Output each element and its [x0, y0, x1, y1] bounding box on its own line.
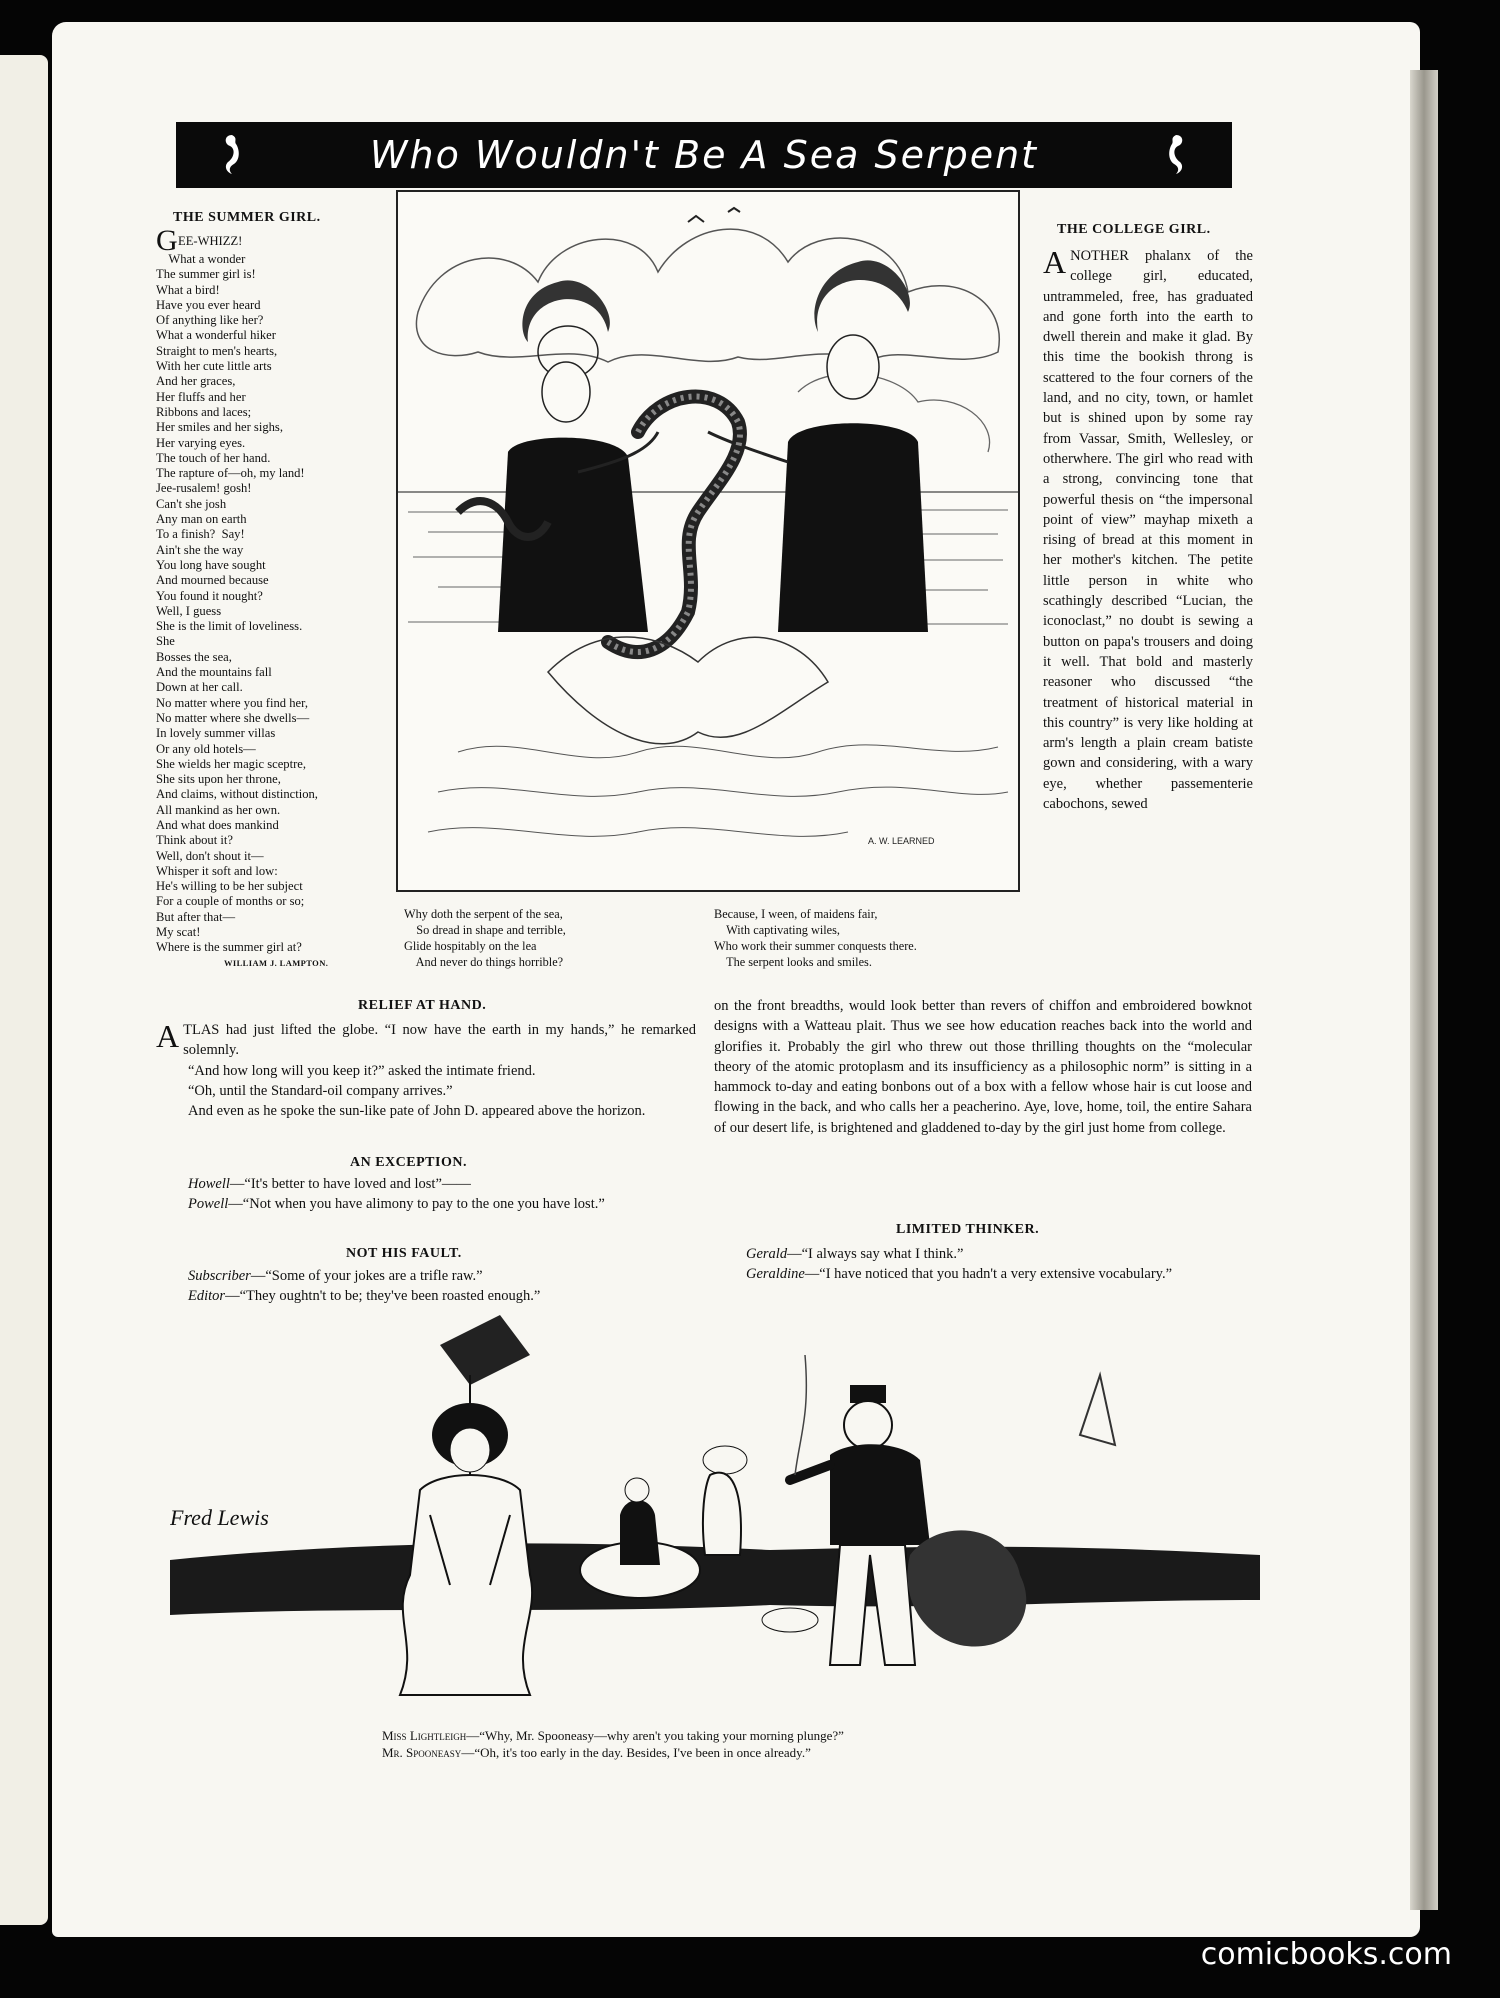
summer-girl-poem [156, 224, 396, 968]
title-banner [176, 122, 1232, 188]
page-stack-edge [1410, 70, 1438, 1910]
relief-at-hand-text: ATLAS had just lifted the globe. “I now have the earth in my hands,” he remarked solemnly. “And how long will you keep it?” asked the intimate friend. “Oh, until the Standard-oil company arrives.” And even as he spoke the sun-like pate of John D. appeared above the horizon. [156, 1018, 696, 1120]
college-girl-column [1043, 246, 1253, 996]
limited-thinker-dialogue: Gerald—“I always say what I think.” Geraldine—“I have noticed that you hadn't a very extensive vocabulary.” [746, 1246, 1173, 1283]
drop-cap: A [156, 1018, 180, 1054]
exception-dialogue: Howell—“It's better to have loved and lost”—— Powell—“Not when you have alimony to pay to the one you have lost.” [188, 1176, 605, 1213]
beach-cartoon [170, 1315, 1260, 1855]
drop-cap: A [1043, 246, 1067, 280]
section-heading-college-girl: THE COLLEGE GIRL. [1057, 222, 1211, 237]
seahorse-icon [1166, 132, 1190, 178]
poem-author: WILLIAM J. LAMPTON. [224, 957, 329, 968]
cartoon-caption: Miss Lightleigh—“Why, Mr. Spooneasy—why aren't you taking your morning plunge?” Mr. Spooneasy—“Oh, it's too early in the day. Besides, I've been in once already.” [382, 1728, 844, 1760]
poem-body: What a wonder The summer girl is! What a bird! Have you ever heard Of anything like her? What a wonderful hiker Straight to men's hearts, With her cute little arts And her graces, Her fluffs and her Ribbons and laces; Her smiles and her sighs, Her varying eyes. The touch of her hand. The rapture of—oh, my land! Jee-rusalem! gosh! Can't she josh Any man on earth To a finish? Say! Ain't she the way You long have sought And mourned because You found it nought? Well, I guess She is the limit of loveliness. She Bosses the sea, And the mountains fall Down at her call. No matter where you find her, No matter where she dwells— In lovely summer villas Or any old hotels— She wields her magic sceptre, She sits upon her throne, And claims, without distinction, All mankind as her own. And what does mankind Think about it? Well, don't shout it— Whisper it soft and low: He's willing to be her subject For a couple of months or so; But after that— My scat! Where is the summer girl at? [156, 252, 318, 955]
page-title: Who Wouldn't Be A Sea Serpent [369, 133, 1039, 177]
sea-serpent-illustration [396, 190, 1020, 892]
not-his-fault-dialogue: Subscriber—“Some of your jokes are a trifle raw.” Editor—“They oughtn't to be; they've been roasted enough.” [188, 1268, 541, 1305]
section-heading-exception: AN EXCEPTION. [350, 1155, 467, 1170]
caption-left: Why doth the serpent of the sea, So dread in shape and terrible, Glide hospitably on the lea And never do things horrible? [404, 907, 566, 969]
cartoon-signature: Fred Lewis [170, 1505, 269, 1530]
watermark: comicbooks.com [1200, 1937, 1452, 1972]
seahorse-icon [218, 132, 242, 178]
section-heading-not-his-fault: NOT HIS FAULT. [346, 1246, 462, 1261]
section-heading-limited-thinker: LIMITED THINKER. [896, 1222, 1040, 1237]
section-heading-relief: RELIEF AT HAND. [358, 998, 487, 1013]
college-girl-continued: on the front breadths, would look better than revers of chiffon and embroidered bowknot designs with a Watteau plait. Thus we see how education reaches back into the world and glorifies it. Probably the girl who threw out those thrilling thoughts on the “molecular theory of the atomic protoplasm and its insufficiency as a philosophic norm” is sitting in a hammock to-day and eating bonbons out of a box with a fellow whose hair is cut loose and flowing in the back, and who calls her a peacherino. Aye, love, home, toil, the entire Sahara of our desert life, is brightened and gladdened to-day by the girl just home from college. [714, 998, 1252, 1136]
poem-first-line: EE-WHIZZ! [178, 234, 243, 248]
drop-cap: G [156, 224, 178, 257]
illustration-signature: A. W. LEARNED [868, 836, 935, 846]
sea-serpent-drawing [398, 192, 1018, 890]
beach-cartoon-drawing [170, 1315, 1260, 1715]
speaker-miss-lightleigh: Miss Lightleigh [382, 1728, 467, 1743]
facing-page-edge [0, 55, 48, 1925]
college-girl-text: NOTHER phalanx of the college girl, educated, untrammeled, free, has graduated and gone forth into the earth to dwell therein and make it glad. By this time the bookish throng is scattered to the four corners of the land, and no city, town, or hamlet but is shined upon by some ray from Vassar, Smith, Wellesley, or otherwhere. The girl who read with a strong, convincing tone that powerful thesis on “the impersonal point of view” mayhap mixeth a rising of bread at this moment in her mother's kitchen. The petite little person in white who scathingly described “Lucian, the iconoclast,” no doubt is sewing a button on papa's trousers and doing it well. That bold and masterly reasoner who discussed “the treatment of historical material in this country” is very like holding at arm's length a plain cream batiste gown and considering, with a wary eye, whether passementerie cabochons, sewed [1043, 248, 1253, 813]
speaker-mr-spooneasy: Mr. Spooneasy [382, 1745, 462, 1760]
section-heading-summer-girl: THE SUMMER GIRL. [173, 210, 321, 225]
caption-right: Because, I ween, of maidens fair, With captivating wiles, Who work their summer conquests there. The serpent looks and smiles. [714, 907, 917, 969]
